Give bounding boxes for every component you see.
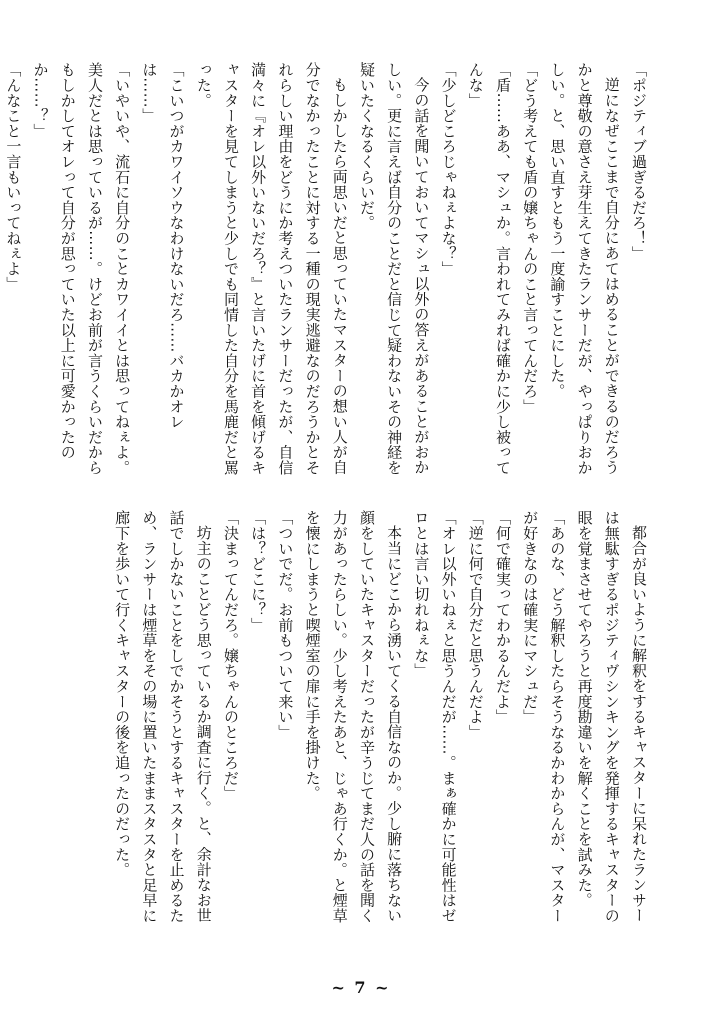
dialogue-line: 「何で確実ってわかるんだよ」 — [493, 510, 512, 725]
dialogue-line: 「ついでだ。お前もついて来い」 — [276, 510, 295, 740]
dialogue-line: 「どう考えても盾の嬢ちゃんのこと言ってんだろ」 — [521, 62, 540, 414]
text-column-top — [4, 62, 652, 482]
dialogue-line: 「逆に何で自分だと思うんだよ」 — [466, 510, 485, 740]
narration-paragraph: 本当にどこから湧いてくる自信なのか。少し腑に落ちない顔をしていたキャスターだったが辛うじてまだ人の話を聞く力があったらしい。少し考えたあと、じゃあ行くか。と煙草を懐にしまうと喫煙室の扉に手を掛けた。 — [303, 510, 404, 924]
narration-paragraph: 坊主のことどう思っているか調査に行く。と、余計なお世話でしかないことをしでかそうとするキャスターを止めるため、ランサーは煙草をその場に置いたままスタスタと足早に廊下を歩いて行くキャスターの後を追ったのだった。 — [113, 510, 213, 924]
dialogue-line: 「ポジティブ過ぎるだろ！」 — [630, 62, 648, 261]
text-column-bottom — [70, 510, 652, 932]
narration-paragraph: 今の話を聞いておいてマシュ以外の答えがあることがおかしい。更に言えば自分のことだと信じて疑わないその神経を疑いたくなるくらいだ。 — [357, 62, 431, 476]
narration-paragraph: もしかしたら両思いだと思っていたマスターの想い人が自分でなかったことに対する一種の現実逃避なのだろうかとそれらしい理由をどうにか考えついたランサーだったが、自信満々に『オレ以外いないだろ？』と言いたげに首を傾げるキャスターを見てしまうと少しでも同情した自分を馬鹿だと罵った。 — [194, 62, 349, 476]
dialogue-line: 「決まってんだろ。嬢ちゃんのところだ」 — [221, 510, 240, 801]
dialogue-line: 「は？どこに？」 — [249, 510, 268, 633]
page-number: ~ 7 ~ — [331, 978, 391, 997]
dialogue-line: 「盾……ああ、マシュか。言われてみれば確かに少し被ってんな」 — [466, 62, 512, 476]
dialogue-line: 「少しどころじゃねぇよな？」 — [439, 62, 458, 277]
dialogue-line: 「あのな、どう解釈したらそうなるかわからんが、マスターが好きなのは確実にマシュだ」 — [521, 510, 567, 924]
dialogue-line: 「いやいや、流石に自分のことカワイイとは思ってねぇよ。美人だとは思っているが……。けどお前が言うくらいだからもしかしてオレって自分が思っていた以上に可愛かったのか……？」 — [31, 62, 132, 476]
dialogue-line: 「んなこと一言もいってねぇよ」 — [4, 62, 23, 292]
narration-paragraph: 都合が良いように解釈をするキャスターに呆れたランサーは無駄すぎるポジティヴシンキングを発揮するキャスターの眼を覚まさせてやろうと再度勘違いを解くことを試みた。 — [575, 510, 648, 924]
narration-paragraph: 逆になぜここまで自分にあてはめることができるのだろうかと尊敬の意さえ芽生えてきたランサーだが、やっぱりおかしい。と、思い直すともう一度諭すことにした。 — [548, 62, 621, 476]
dialogue-line: 「こいつがカワイソウなわけないだろ……バカかオレは……」 — [140, 62, 186, 430]
dialogue-line: 「オレ以外いねぇと思うんだが……。まぁ確かに可能性はゼロとは言い切れねぇな」 — [412, 510, 458, 924]
